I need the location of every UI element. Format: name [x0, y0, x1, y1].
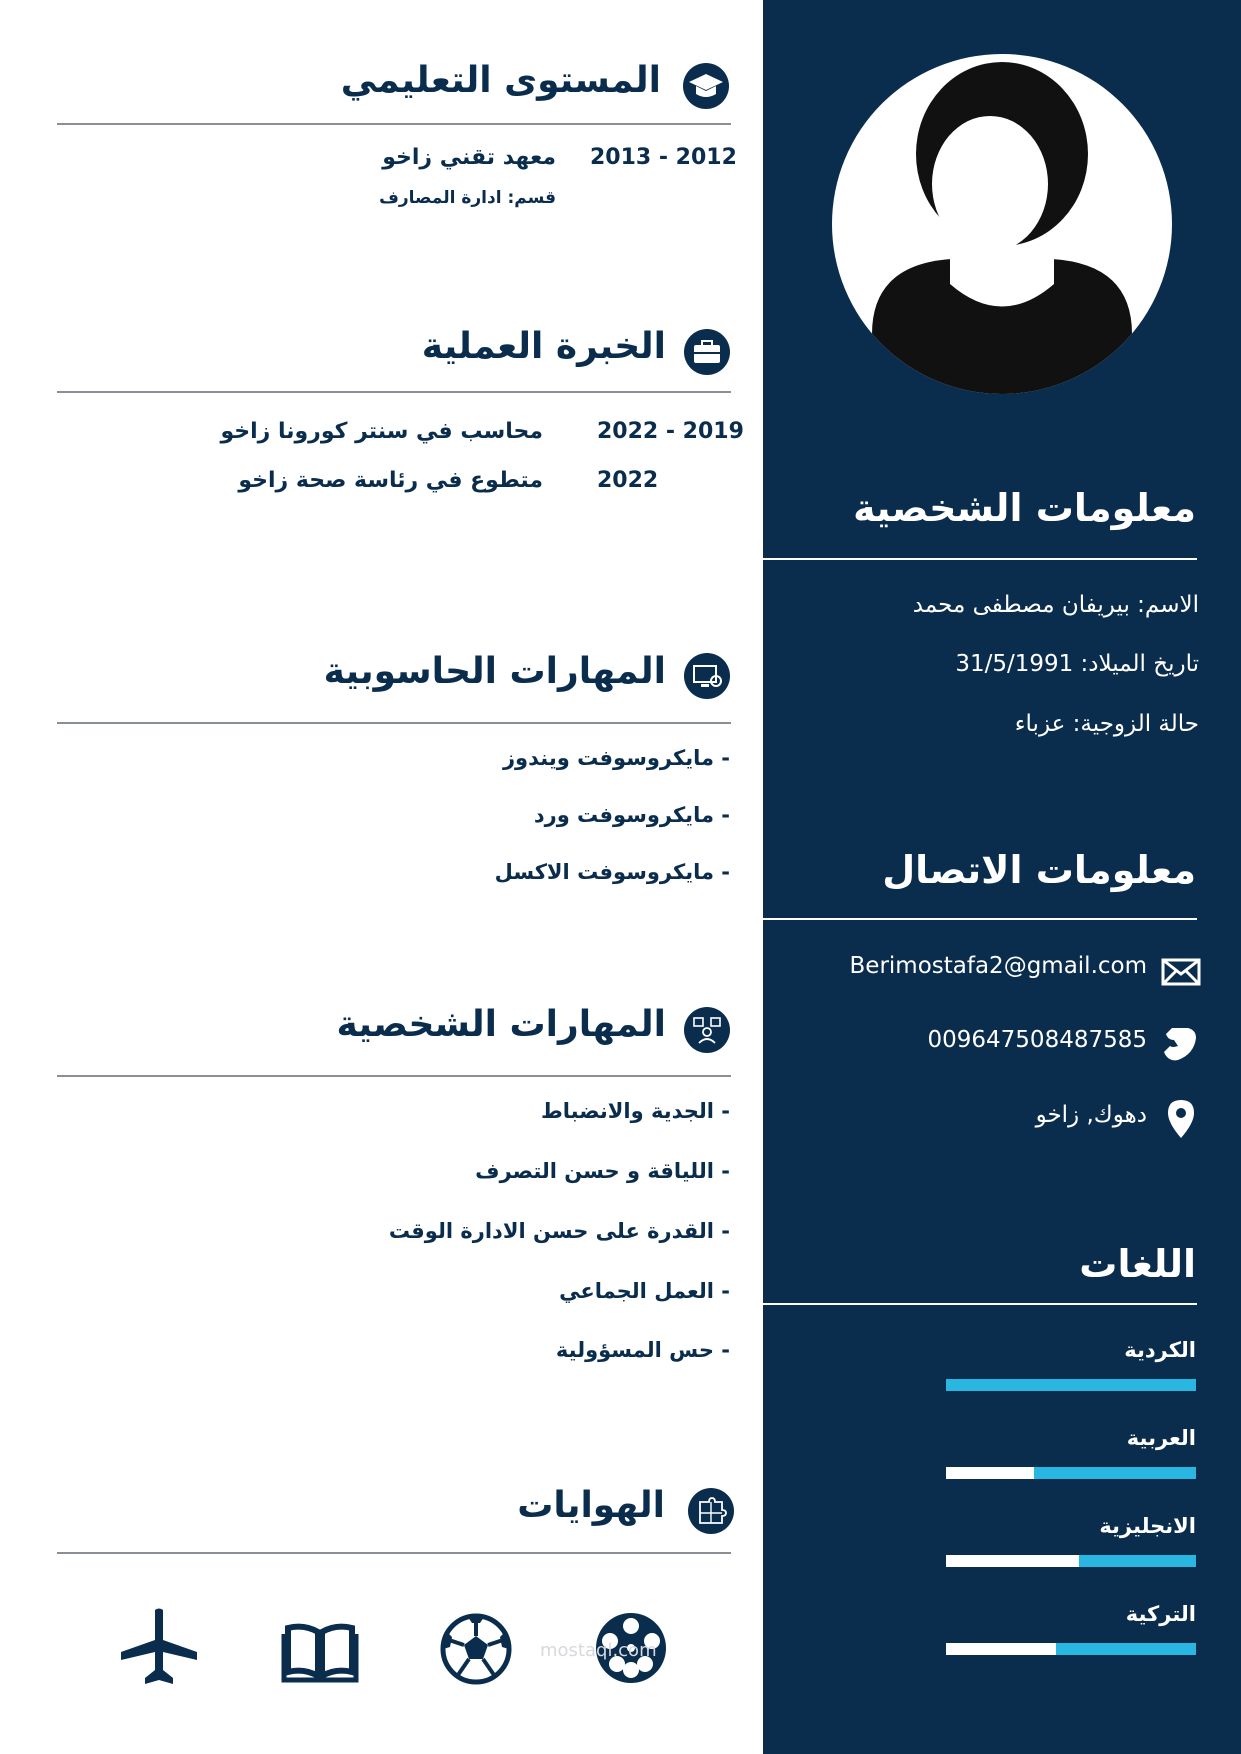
education-school: معهد تقني زاخو: [382, 145, 556, 170]
language-english-fill: [1079, 1555, 1197, 1567]
computer-skill-1: - مايكروسوفت ويندوز: [502, 746, 730, 770]
address-text: دهوك, زاخو: [1035, 1102, 1147, 1128]
experience-rule: [57, 391, 731, 393]
education-years: 2013 - 2012: [590, 145, 737, 170]
person-checklist-icon: [684, 1007, 730, 1053]
language-arabic-label: العربية: [1126, 1426, 1196, 1450]
language-kurdish-label: الكردية: [1124, 1338, 1196, 1362]
personal-skill-3-text: القدرة على حسن الادارة الوقت: [388, 1219, 714, 1243]
hobbies-title: الهوايات: [517, 1485, 665, 1526]
airplane-icon: [119, 1608, 199, 1688]
languages-title: اللغات: [1079, 1242, 1196, 1286]
language-turkish-fill: [1056, 1643, 1196, 1655]
education-department: قسم: ادارة المصارف: [379, 188, 556, 208]
personal-skill-1-text: الجدية والانضباط: [540, 1099, 714, 1123]
location-pin-icon: [1160, 1098, 1202, 1140]
envelope-icon: [1160, 950, 1202, 992]
experience-role-2: متطوع في رئاسة صحة زاخو: [238, 468, 543, 493]
personal-skill-5-text: حس المسؤولية: [555, 1338, 714, 1362]
experience-years-2: 2022: [597, 468, 659, 493]
personal-skill-1: - الجدية والانضباط: [540, 1099, 730, 1123]
personal-skill-2: - اللياقة و حسن التصرف: [475, 1159, 730, 1183]
briefcase-icon: [684, 329, 730, 375]
computer-skill-2-text: مايكروسوفت ورد: [533, 803, 714, 827]
soccer-ball-icon: [436, 1609, 516, 1689]
language-arabic-bar: [946, 1467, 1196, 1479]
experience-title: الخبرة العملية: [421, 326, 666, 367]
email-link[interactable]: Berimostafa2@gmail.com: [849, 953, 1147, 979]
experience-years-1: 2022 - 2019: [597, 419, 744, 444]
personal-skills-title: المهارات الشخصية: [336, 1004, 666, 1045]
computer-skill-3: - مايكروسوفت الاكسل: [494, 860, 730, 884]
graduation-cap-icon: [683, 63, 729, 109]
computer-settings-icon: [684, 653, 730, 699]
computer-skill-3-text: مايكروسوفت الاكسل: [494, 860, 714, 884]
personal-skill-2-text: اللياقة و حسن التصرف: [475, 1159, 714, 1183]
woman-avatar-icon: [832, 54, 1172, 394]
puzzle-icon: [688, 1488, 734, 1534]
languages-rule: [763, 1303, 1197, 1305]
personal-skill-3: - القدرة على حسن الادارة الوقت: [388, 1219, 730, 1243]
computer-skills-title: المهارات الحاسوبية: [323, 651, 666, 692]
computer-skill-2: - مايكروسوفت ورد: [533, 803, 730, 827]
personal-skill-4: - العمل الجماعي: [559, 1279, 730, 1303]
personal-skills-rule: [57, 1075, 731, 1077]
language-turkish-label: التركية: [1125, 1602, 1196, 1626]
personal-info-rule: [763, 558, 1197, 560]
personal-skill-4-text: العمل الجماعي: [559, 1279, 714, 1303]
birth-date-field: تاريخ الميلاد: 31/5/1991: [955, 651, 1199, 677]
avatar: [832, 54, 1172, 394]
language-kurdish-bar: [946, 1379, 1196, 1391]
computer-skills-rule: [57, 722, 731, 724]
computer-skill-1-text: مايكروسوفت ويندوز: [502, 746, 714, 770]
language-arabic-fill: [1034, 1467, 1197, 1479]
contact-info-rule: [763, 918, 1197, 920]
education-rule: [57, 123, 731, 125]
phone-link[interactable]: 009647508487585: [927, 1027, 1147, 1053]
contact-info-title: معلومات الاتصال: [882, 848, 1196, 892]
marital-status-field: حالة الزوجية: عزباء: [1014, 711, 1199, 737]
phone-icon: [1160, 1024, 1202, 1066]
hobbies-rule: [57, 1552, 731, 1554]
watermark: mostaql.com: [540, 1640, 657, 1661]
education-title: المستوى التعليمي: [340, 60, 661, 101]
name-field: الاسم: بيريفان مصطفى محمد: [912, 592, 1199, 618]
open-book-icon: [280, 1610, 360, 1690]
language-kurdish-fill: [946, 1379, 1196, 1391]
language-english-label: الانجليزية: [1099, 1514, 1196, 1538]
experience-role-1: محاسب في سنتر كورونا زاخو: [220, 419, 543, 444]
language-english-bar: [946, 1555, 1196, 1567]
personal-info-title: معلومات الشخصية: [853, 486, 1196, 530]
language-turkish-bar: [946, 1643, 1196, 1655]
personal-skill-5: - حس المسؤولية: [555, 1338, 730, 1362]
